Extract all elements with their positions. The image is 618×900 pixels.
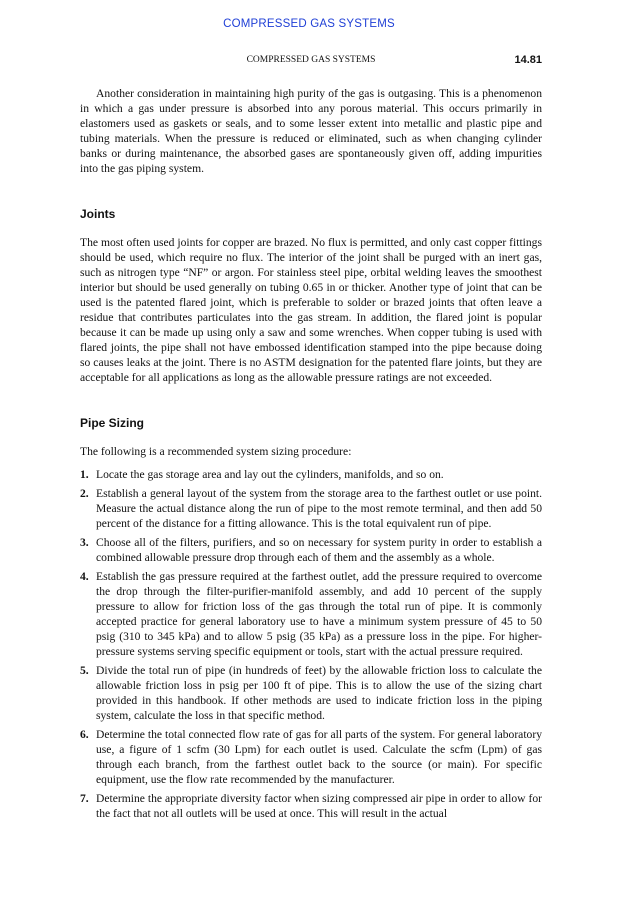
list-item xyxy=(80,663,542,723)
list-item xyxy=(80,467,542,482)
step-number: 4. xyxy=(80,570,89,583)
step-number: 5. xyxy=(80,664,89,677)
step-number: 6. xyxy=(80,728,89,741)
list-item xyxy=(80,791,542,821)
document-banner: COMPRESSED GAS SYSTEMS xyxy=(223,18,395,30)
step-number: 2. xyxy=(80,487,89,500)
list-item xyxy=(80,486,542,531)
sizing-procedure-list xyxy=(80,467,542,821)
running-head-title: COMPRESSED GAS SYSTEMS xyxy=(246,55,376,65)
pipe-sizing-intro: The following is a recommended system sizing procedure: xyxy=(80,445,352,458)
list-item xyxy=(80,727,542,787)
list-item xyxy=(80,569,542,659)
step-text: Determine the total connected flow rate of gas for all parts of the system. For general laboratory use, a figure of 1 scfm (30 Lpm) for each outlet is used. Calculate the scfm (Lpm) of gas through each branch, from the farthest outlet back to the source (or main). For specific equipment, use the flow rate recommended by the manufacturer. xyxy=(96,728,542,786)
pipe-sizing-heading: Pipe Sizing xyxy=(80,416,145,430)
step-text: Establish the gas pressure required at the farthest outlet, add the pressure required to overcome the drop through the filter-purifier-manifold assembly, and add 10 percent of the supply pressure to allow for friction loss of the gas through the total run of pipe. It is commonly accepted practice for general laboratory use to have a minimum system pressure of 45 to 50 psig (310 to 345 kPa) and to allow 5 psig (35 kPa) as a pressure loss in the pipe. For higher-pressure systems serving specific equipment or tools, start with the actual pressure required. xyxy=(96,570,542,658)
step-number: 7. xyxy=(80,792,89,805)
step-text: Choose all of the filters, purifiers, and so on necessary for system purity in order to establish a combined allowable pressure drop through each of them and the assembly as a whole. xyxy=(96,536,542,564)
page-body xyxy=(80,86,542,825)
step-number: 1. xyxy=(80,468,89,481)
running-head xyxy=(80,55,542,69)
list-item xyxy=(80,535,542,565)
outgasing-paragraph: Another consideration in maintaining high purity of the gas is outgasing. This is a phenomenon in which a gas under pressure is absorbed into any porous material. This occurs primarily in elastomers used as gaskets or seals, and to some lesser extent into metallic and plastic pipe and tubing materials. When the pressure is reduced or eliminated, such as when changing cylinder banks or during maintenance, the absorbed gases are spontaneously given off, adding impurities into the gas piping system. xyxy=(80,87,542,175)
step-text: Establish a general layout of the system from the storage area to the farthest outlet or use point. Measure the actual distance along the run of pipe to the most remote terminal, and then add 50 percent of the distance for a fitting allowance. This is the total equivalent run of pipe. xyxy=(96,487,542,530)
step-text: Locate the gas storage area and lay out the cylinders, manifolds, and so on. xyxy=(96,468,444,481)
step-text: Divide the total run of pipe (in hundreds of feet) by the allowable friction loss to calculate the allowable friction loss in psig per 100 ft of pipe. This is to allow the use of the sizing chart provided in this handbook. If other methods are used to indicate friction loss in the piping system, calculate the loss in that specific method. xyxy=(96,664,542,722)
page-number: 14.81 xyxy=(514,54,542,66)
joints-paragraph: The most often used joints for copper are brazed. No flux is permitted, and only cast copper fittings should be used, which require no flux. The interior of the joint shall be purged with an inert gas, such as nitrogen type “NF” or argon. For stainless steel pipe, orbital welding leaves the smoothest interior but should be used generally on tubing 0.65 in or thicker. Another type of joint that can be used is the patented flared joint, which is preferable to solder or brazed joints that often leave a residue that contributes particulates into the gas stream. In addition, the flared joint is popular because it can be made up using only a saw and some wrenches. When copper tubing is used with flared joints, the pipe shall not have embossed identification stamped into the pipe because doing so causes leaks at the joint. There is no ASTM designation for the patented flare joints, but they are acceptable for all applications as long as the allowable pressure ratings are not exceeded. xyxy=(80,236,542,384)
step-text: Determine the appropriate diversity factor when sizing compressed air pipe in order to allow for the fact that not all outlets will be used at once. This will result in the actual xyxy=(96,792,542,820)
step-number: 3. xyxy=(80,536,89,549)
joints-heading: Joints xyxy=(80,207,116,221)
